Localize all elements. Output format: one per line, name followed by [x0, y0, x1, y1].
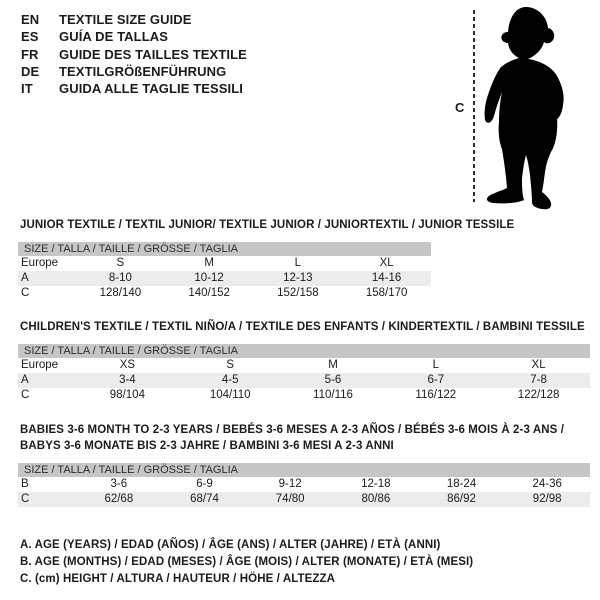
table-row [18, 286, 431, 301]
table-size-header-bar: SIZE / TALLA / TAILLE / GRÖSSE / TAGLIA [18, 463, 590, 477]
size-cell: 98/104 [109, 389, 145, 401]
language-label: GUIDE DES TAILLES TEXTILE [59, 46, 247, 62]
table-row [18, 358, 590, 373]
table-title [18, 422, 590, 454]
table-title-line: BABIES 3-6 MONTH TO 2-3 YEARS / BEBÉS 3-6 MESES A 2-3 AÑOS / BÉBÉS 3-6 MOIS À 2-3 ANS / [20, 424, 564, 436]
size-cell: 104/110 [209, 389, 251, 401]
row-label: Europe [21, 257, 59, 269]
size-cell: 122/128 [517, 389, 560, 401]
table-size-header-bar: SIZE / TALLA / TAILLE / GRÖSSE / TAGLIA [18, 242, 431, 256]
table-title-line: BABYS 3-6 MONATE BIS 2-3 JAHRE / BAMBINI 3-6 MESI A 2-3 ANNI [20, 440, 394, 452]
row-label: C [21, 287, 30, 299]
row-label: C [21, 493, 30, 505]
language-label: GUIDA ALLE TAGLIE TESSILI [59, 81, 244, 97]
table-title-line: CHILDREN'S TEXTILE / TEXTIL NIÑO/A / TEXTILE DES ENFANTS / KINDERTEXTIL / BAMBINI TESSILE [20, 321, 585, 333]
language-label: GUÍA DE TALLAS [59, 29, 169, 45]
size-cell: 152/158 [277, 287, 319, 299]
size-cell: 6-7 [427, 374, 445, 386]
size-cell: 14-16 [371, 272, 402, 284]
size-cell: 12-18 [361, 478, 391, 490]
size-cell: 92/98 [532, 493, 562, 505]
height-label-c: C [455, 100, 465, 115]
footnote-line: C. (cm) HEIGHT / ALTURA / HAUTEUR / HÖHE / ALTEZZA [20, 573, 336, 585]
size-cell: S [116, 257, 125, 269]
size-cell: 12-13 [283, 272, 313, 284]
footnote-line: A. AGE (YEARS) / EDAD (AÑOS) / ÂGE (ANS) / ALTER (JAHRE) / ETÀ (ANNI) [20, 539, 441, 551]
table-row [18, 388, 590, 403]
size-cell: 116/122 [415, 389, 457, 401]
legend-notes [20, 537, 473, 588]
language-row [21, 63, 247, 80]
size-cell: XL [531, 359, 546, 371]
size-cell: 10-12 [194, 272, 224, 284]
row-label: A [21, 272, 29, 284]
size-cell: 128/140 [99, 287, 142, 299]
size-cell: 74/80 [275, 493, 305, 505]
footnote-line: B. AGE (MONTHS) / EDAD (MESES) / ÂGE (MOIS) / ALTER (MONATE) / ETÀ (MESI) [20, 556, 474, 568]
size-cell: 8-10 [108, 272, 132, 284]
language-label: TEXTILE SIZE GUIDE [59, 12, 192, 27]
size-cell: L [432, 359, 439, 371]
language-row [21, 46, 247, 63]
size-table [18, 217, 515, 301]
size-cell: 3-4 [119, 374, 136, 386]
height-dashed-line [473, 10, 475, 202]
table-row [18, 256, 431, 271]
size-cell: 68/74 [190, 493, 219, 505]
table-row [18, 271, 431, 286]
row-label: Europe [21, 359, 59, 371]
language-code: ES [21, 29, 39, 45]
size-cell: M [328, 359, 338, 371]
size-cell: 18-24 [446, 478, 477, 490]
table-row [18, 373, 590, 388]
table-title-line: JUNIOR TEXTILE / TEXTIL JUNIOR/ TEXTILE JUNIOR / JUNIORTEXTIL / JUNIOR TESSILE [20, 219, 515, 231]
table-row [18, 492, 590, 507]
table-title [18, 217, 515, 233]
language-code: DE [21, 63, 40, 79]
size-cell: 158/170 [365, 287, 408, 299]
size-cell: 3-6 [110, 478, 128, 490]
row-label: B [21, 478, 29, 490]
language-code: IT [21, 81, 33, 97]
row-label: A [21, 374, 29, 386]
size-cell: 6-9 [196, 478, 213, 490]
size-cell: XL [379, 257, 394, 269]
table-row [18, 477, 590, 492]
row-label: C [21, 389, 30, 401]
language-row [21, 11, 247, 28]
size-cell: XS [119, 359, 136, 371]
size-cell: 7-8 [530, 374, 547, 386]
size-cell: 80/86 [361, 493, 391, 505]
table-size-header-bar: SIZE / TALLA / TAILLE / GRÖSSE / TAGLIA [18, 344, 590, 358]
size-cell: 110/116 [313, 389, 353, 401]
language-code: FR [21, 46, 39, 62]
size-cell: 62/68 [104, 493, 134, 505]
language-row [21, 80, 247, 97]
size-cell: 9-12 [278, 478, 302, 490]
language-code: EN [21, 12, 40, 27]
size-cell: L [294, 257, 302, 269]
size-cell: M [204, 257, 214, 269]
size-cell: 24-36 [532, 478, 562, 490]
language-label: TEXTILGRÖßENFÜHRUNG [59, 63, 227, 79]
language-row [21, 28, 247, 45]
size-table [18, 422, 590, 507]
size-cell: 86/92 [447, 493, 476, 505]
baby-silhouette-icon [482, 4, 582, 214]
table-title [18, 319, 590, 335]
size-cell: 5-6 [324, 374, 342, 386]
size-cell: 140/152 [188, 287, 230, 299]
language-title-block [21, 11, 247, 97]
size-table [18, 319, 590, 403]
size-cell: S [226, 359, 235, 371]
size-cell: 4-5 [221, 374, 239, 386]
